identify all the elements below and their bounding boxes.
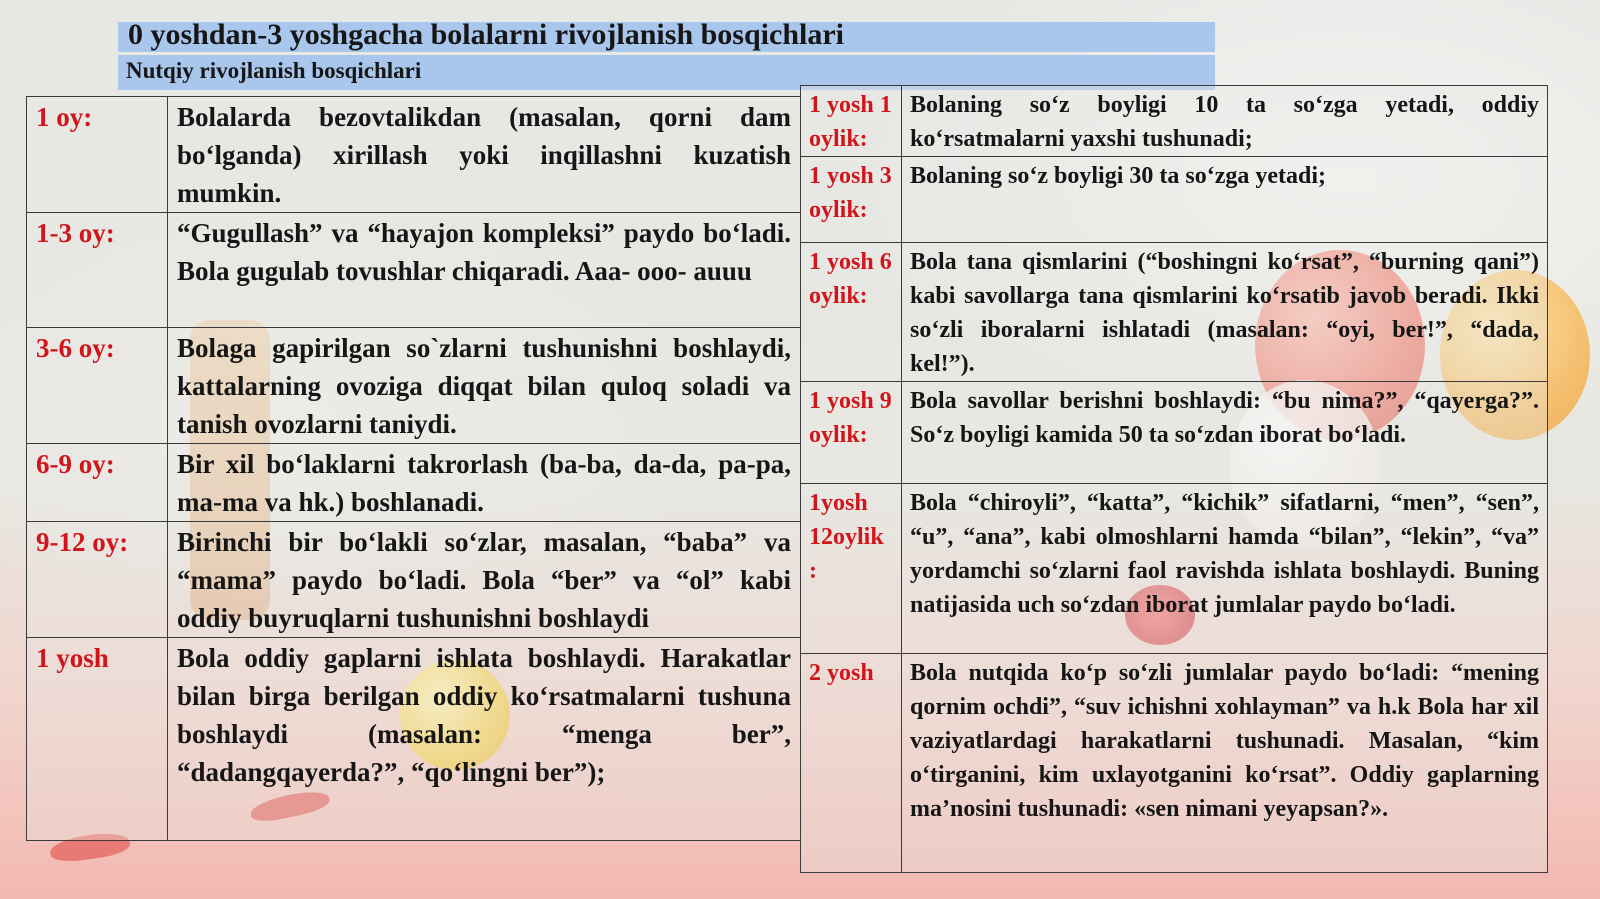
description-cell: Bola oddiy gaplarni ishlata boshlaydi. Harakatlar bilan birga berilgan oddiy ko‘rsatmalarni tushuna boshlaydi (masalan: “menga ber”, “dadangqayerda?”, “qo‘lingni ber”); — [168, 638, 801, 841]
table-row — [801, 86, 1548, 157]
table-row — [27, 213, 801, 328]
description-cell: Bir xil bo‘laklarni takrorlash (ba-ba, da-da, pa-pa, ma-ma va hk.) boshlanadi. — [168, 444, 801, 522]
description-cell: Bolalarda bezovtalikdan (masalan, qorni dam bo‘lganda) xirillash yoki inqillashni kuzatish mumkin. — [168, 97, 801, 213]
table-row — [801, 382, 1548, 484]
age-cell: 6-9 oy: — [27, 444, 168, 522]
description-cell: Bola “chiroyli”, “katta”, “kichik” sifatlarni, “men”, “sen”, “u”, “ana”, kabi olmoshlarni hamda “bilan”, “lekin”, “va” yordamchi so‘zlarni faol ravishda ishlata boshlaydi. Buning natijasida uch so‘zdan iborat jumlalar paydo bo‘ladi. — [902, 484, 1548, 654]
age-cell: 3-6 oy: — [27, 328, 168, 444]
page-subtitle: Nutqiy rivojlanish bosqichlari — [126, 58, 422, 83]
description-cell: Bolaga gapirilgan so`zlarni tushunishni boshlaydi, kattalarning ovoziga diqqat bilan quloq soladi va tanish ovozlarni taniydi. — [168, 328, 801, 444]
table-row — [801, 157, 1548, 243]
age-cell: 1 yosh 6 oylik: — [801, 243, 902, 382]
age-cell: 1yosh 12oylik : — [801, 484, 902, 654]
page-title: 0 yoshdan-3 yoshgacha bolalarni rivojlanish bosqichlari — [128, 18, 844, 51]
age-cell: 9-12 oy: — [27, 522, 168, 638]
speech-stages-table-left — [26, 96, 801, 841]
table-row — [27, 444, 801, 522]
table-row — [27, 328, 801, 444]
description-cell: Birinchi bir bo‘lakli so‘zlar, masalan, “baba” va “mama” paydo bo‘ladi. Bola “ber” va “ol” kabi oddiy buyruqlarni tushunishni boshlaydi — [168, 522, 801, 638]
age-cell: 1 yosh 3 oylik: — [801, 157, 902, 243]
table-row — [801, 654, 1548, 873]
age-cell: 1 yosh — [27, 638, 168, 841]
table-row — [27, 97, 801, 213]
table-row — [801, 243, 1548, 382]
age-cell: 2 yosh — [801, 654, 902, 873]
speech-stages-table-right — [800, 85, 1548, 873]
table-row — [801, 484, 1548, 654]
description-cell: “Gugullash” va “hayajon kompleksi” paydo bo‘ladi. Bola gugulab tovushlar chiqaradi. Aaa- ooo- auuu — [168, 213, 801, 328]
description-cell: Bola savollar berishni boshlaydi: “bu nima?”, “qayerga?”. So‘z boyligi kamida 50 ta so‘zdan iborat bo‘ladi. — [902, 382, 1548, 484]
description-cell: Bola nutqida ko‘p so‘zli jumlalar paydo bo‘ladi: “mening qornim ochdi”, “suv ichishni xohlayman” va h.k Bola har xil vaziyatlardagi harakatlarni tushunadi. Masalan, “kim o‘tirganini, kim uxlayotganini ko‘rsat”. Oddiy gaplarning ma’nosini tushunadi: «sen nimani yeyapsan?». — [902, 654, 1548, 873]
description-cell: Bolaning so‘z boyligi 30 ta so‘zga yetadi; — [902, 157, 1548, 243]
age-cell: 1 yosh 1 oylik: — [801, 86, 902, 157]
description-cell: Bolaning so‘z boyligi 10 ta so‘zga yetadi, oddiy ko‘rsatmalarni yaxshi tushunadi; — [902, 86, 1548, 157]
age-cell: 1 yosh 9 oylik: — [801, 382, 902, 484]
table-row — [27, 638, 801, 841]
table-row — [27, 522, 801, 638]
age-cell: 1-3 oy: — [27, 213, 168, 328]
age-cell: 1 oy: — [27, 97, 168, 213]
description-cell: Bola tana qismlarini (“boshingni ko‘rsat”, “burning qani”) kabi savollarga tana qismlarini ko‘rsatib javob beradi. Ikki so‘zli iboralarni ishlatadi (masalan: “oyi, ber!”, “dada, kel!”). — [902, 243, 1548, 382]
